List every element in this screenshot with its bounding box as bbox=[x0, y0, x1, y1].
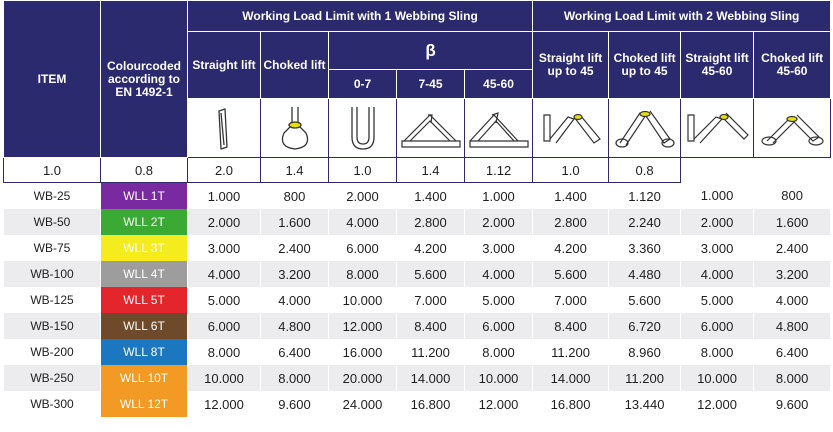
load-value-cell: 1.000 bbox=[465, 183, 533, 210]
factor-two-choked-45-60: 0.8 bbox=[609, 158, 681, 183]
load-value-cell: 1.000 bbox=[188, 183, 261, 210]
factor-two-choked-45: 1.12 bbox=[465, 158, 533, 183]
load-value-cell: 2.000 bbox=[681, 209, 754, 235]
load-value-cell: 14.000 bbox=[533, 365, 609, 391]
load-value-cell: 5.000 bbox=[681, 287, 754, 313]
load-value-cell: 4.000 bbox=[329, 209, 397, 235]
load-value-cell: 1.000 bbox=[681, 183, 754, 210]
choked-lift-header: Choked lift bbox=[261, 32, 329, 99]
load-value-cell: 8.400 bbox=[397, 313, 465, 339]
item-cell: WB-250 bbox=[4, 365, 101, 391]
load-value-cell: 12.000 bbox=[465, 391, 533, 417]
factor-choked-lift: 0.8 bbox=[101, 158, 188, 183]
table-row bbox=[4, 209, 831, 235]
load-value-cell: 3.000 bbox=[681, 235, 754, 261]
two-straight-slings-45-60-icon bbox=[681, 99, 754, 158]
item-cell: WB-150 bbox=[4, 313, 101, 339]
table-row bbox=[4, 339, 831, 365]
two-straight-45-header: Straight lift up to 45 bbox=[533, 32, 609, 99]
load-value-cell: 4.000 bbox=[188, 261, 261, 287]
load-value-cell: 3.200 bbox=[754, 261, 831, 287]
factor-straight-lift: 1.0 bbox=[4, 158, 101, 183]
load-value-cell: 4.000 bbox=[754, 287, 831, 313]
load-value-cell: 9.600 bbox=[754, 391, 831, 417]
colour-code-cell: WLL 2T bbox=[101, 209, 188, 235]
table-row bbox=[4, 183, 831, 210]
load-value-cell: 2.000 bbox=[329, 183, 397, 210]
load-value-cell: 12.000 bbox=[329, 313, 397, 339]
load-value-cell: 11.200 bbox=[609, 365, 681, 391]
load-value-cell: 2.400 bbox=[261, 235, 329, 261]
load-value-cell: 8.000 bbox=[188, 339, 261, 365]
load-value-cell: 6.400 bbox=[754, 339, 831, 365]
load-value-cell: 14.000 bbox=[397, 365, 465, 391]
range-0-7-header: 0-7 bbox=[329, 70, 397, 99]
wll-table bbox=[3, 0, 831, 417]
item-cell: WB-125 bbox=[4, 287, 101, 313]
item-cell: WB-75 bbox=[4, 235, 101, 261]
table-row bbox=[4, 235, 831, 261]
load-value-cell: 1.600 bbox=[754, 209, 831, 235]
load-value-cell: 4.000 bbox=[261, 287, 329, 313]
item-cell: WB-25 bbox=[4, 183, 101, 210]
item-header: ITEM bbox=[4, 1, 101, 158]
load-value-cell: 12.000 bbox=[188, 391, 261, 417]
range-7-45-header: 7-45 bbox=[397, 70, 465, 99]
load-value-cell: 7.000 bbox=[533, 287, 609, 313]
two-straight-slings-45-icon bbox=[533, 99, 609, 158]
load-value-cell: 8.000 bbox=[681, 339, 754, 365]
load-value-cell: 10.000 bbox=[329, 287, 397, 313]
table-row bbox=[4, 287, 831, 313]
straight-lift-header: Straight lift bbox=[188, 32, 261, 99]
load-value-cell: 2.800 bbox=[397, 209, 465, 235]
two-choked-slings-45-icon bbox=[609, 99, 681, 158]
load-value-cell: 8.000 bbox=[465, 339, 533, 365]
load-value-cell: 9.600 bbox=[261, 391, 329, 417]
load-value-cell: 3.200 bbox=[261, 261, 329, 287]
load-value-cell: 10.000 bbox=[188, 365, 261, 391]
two-choked-slings-45-60-icon bbox=[754, 99, 831, 158]
load-value-cell: 16.000 bbox=[329, 339, 397, 365]
load-value-cell: 1.120 bbox=[609, 183, 681, 210]
load-value-cell: 8.000 bbox=[754, 365, 831, 391]
load-value-cell: 4.000 bbox=[465, 261, 533, 287]
load-value-cell: 16.800 bbox=[533, 391, 609, 417]
beta-angle-header: β bbox=[329, 32, 533, 70]
load-value-cell: 12.000 bbox=[681, 391, 754, 417]
item-cell: WB-50 bbox=[4, 209, 101, 235]
colour-code-cell: WLL 5T bbox=[101, 287, 188, 313]
load-value-cell: 2.240 bbox=[609, 209, 681, 235]
item-cell: WB-200 bbox=[4, 339, 101, 365]
load-value-cell: 16.800 bbox=[397, 391, 465, 417]
load-value-cell: 6.720 bbox=[609, 313, 681, 339]
two-straight-45-60-header: Straight lift 45-60 bbox=[681, 32, 754, 99]
load-value-cell: 4.000 bbox=[681, 261, 754, 287]
load-value-cell: 8.000 bbox=[261, 365, 329, 391]
basket-sling-45-60-icon bbox=[465, 99, 533, 158]
table-row bbox=[4, 313, 831, 339]
load-value-cell: 4.200 bbox=[397, 235, 465, 261]
load-value-cell: 2.800 bbox=[533, 209, 609, 235]
load-value-cell: 2.400 bbox=[754, 235, 831, 261]
load-value-cell: 6.000 bbox=[681, 313, 754, 339]
load-value-cell: 20.000 bbox=[329, 365, 397, 391]
colour-code-cell: WLL 3T bbox=[101, 235, 188, 261]
load-value-cell: 11.200 bbox=[397, 339, 465, 365]
load-value-cell: 10.000 bbox=[465, 365, 533, 391]
one-sling-group-header: Working Load Limit with 1 Webbing Sling bbox=[188, 1, 533, 32]
colour-code-cell: WLL 8T bbox=[101, 339, 188, 365]
load-value-cell: 6.000 bbox=[465, 313, 533, 339]
u-basket-sling-icon bbox=[329, 99, 397, 158]
item-cell: WB-100 bbox=[4, 261, 101, 287]
load-value-cell: 6.400 bbox=[261, 339, 329, 365]
load-value-cell: 3.000 bbox=[465, 235, 533, 261]
table-body bbox=[4, 183, 831, 418]
load-value-cell: 7.000 bbox=[397, 287, 465, 313]
colour-code-cell: WLL 12T bbox=[101, 391, 188, 417]
load-value-cell: 3.000 bbox=[188, 235, 261, 261]
table-row bbox=[4, 365, 831, 391]
load-value-cell: 24.000 bbox=[329, 391, 397, 417]
load-value-cell: 800 bbox=[754, 183, 831, 210]
load-value-cell: 5.600 bbox=[533, 261, 609, 287]
load-value-cell: 8.400 bbox=[533, 313, 609, 339]
two-choked-45-header: Choked lift up to 45 bbox=[609, 32, 681, 99]
item-cell: WB-300 bbox=[4, 391, 101, 417]
straight-sling-icon bbox=[188, 99, 261, 158]
table-row bbox=[4, 391, 831, 417]
load-value-cell: 3.360 bbox=[609, 235, 681, 261]
load-value-cell: 10.000 bbox=[681, 365, 754, 391]
two-sling-group-header: Working Load Limit with 2 Webbing Sling bbox=[533, 1, 831, 32]
load-value-cell: 6.000 bbox=[329, 235, 397, 261]
colour-code-cell: WLL 4T bbox=[101, 261, 188, 287]
load-value-cell: 8.000 bbox=[329, 261, 397, 287]
load-value-cell: 2.000 bbox=[465, 209, 533, 235]
factor-range-0-7: 2.0 bbox=[188, 158, 261, 183]
load-value-cell: 8.960 bbox=[609, 339, 681, 365]
range-45-60-header: 45-60 bbox=[465, 70, 533, 99]
load-value-cell: 6.000 bbox=[188, 313, 261, 339]
load-value-cell: 4.200 bbox=[533, 235, 609, 261]
colour-code-cell: WLL 6T bbox=[101, 313, 188, 339]
load-value-cell: 800 bbox=[261, 183, 329, 210]
colour-code-cell: WLL 10T bbox=[101, 365, 188, 391]
load-value-cell: 2.000 bbox=[188, 209, 261, 235]
load-value-cell: 1.400 bbox=[533, 183, 609, 210]
load-value-cell: 5.000 bbox=[188, 287, 261, 313]
load-value-cell: 13.440 bbox=[609, 391, 681, 417]
factor-range-7-45: 1.4 bbox=[261, 158, 329, 183]
load-value-cell: 4.800 bbox=[754, 313, 831, 339]
table-row bbox=[4, 261, 831, 287]
load-value-cell: 1.600 bbox=[261, 209, 329, 235]
two-choked-45-60-header: Choked lift 45-60 bbox=[754, 32, 831, 99]
choked-sling-icon bbox=[261, 99, 329, 158]
colour-code-cell: WLL 1T bbox=[101, 183, 188, 210]
load-value-cell: 5.000 bbox=[465, 287, 533, 313]
colour-header: Colourcoded according to EN 1492-1 bbox=[101, 1, 188, 158]
factor-two-straight-45-60: 1.0 bbox=[533, 158, 609, 183]
load-value-cell: 5.600 bbox=[397, 261, 465, 287]
basket-sling-7-45-icon bbox=[397, 99, 465, 158]
load-value-cell: 5.600 bbox=[609, 287, 681, 313]
load-value-cell: 4.480 bbox=[609, 261, 681, 287]
load-value-cell: 11.200 bbox=[533, 339, 609, 365]
load-value-cell: 4.800 bbox=[261, 313, 329, 339]
load-value-cell: 1.400 bbox=[397, 183, 465, 210]
factor-range-45-60: 1.0 bbox=[329, 158, 397, 183]
factor-two-straight-45: 1.4 bbox=[397, 158, 465, 183]
